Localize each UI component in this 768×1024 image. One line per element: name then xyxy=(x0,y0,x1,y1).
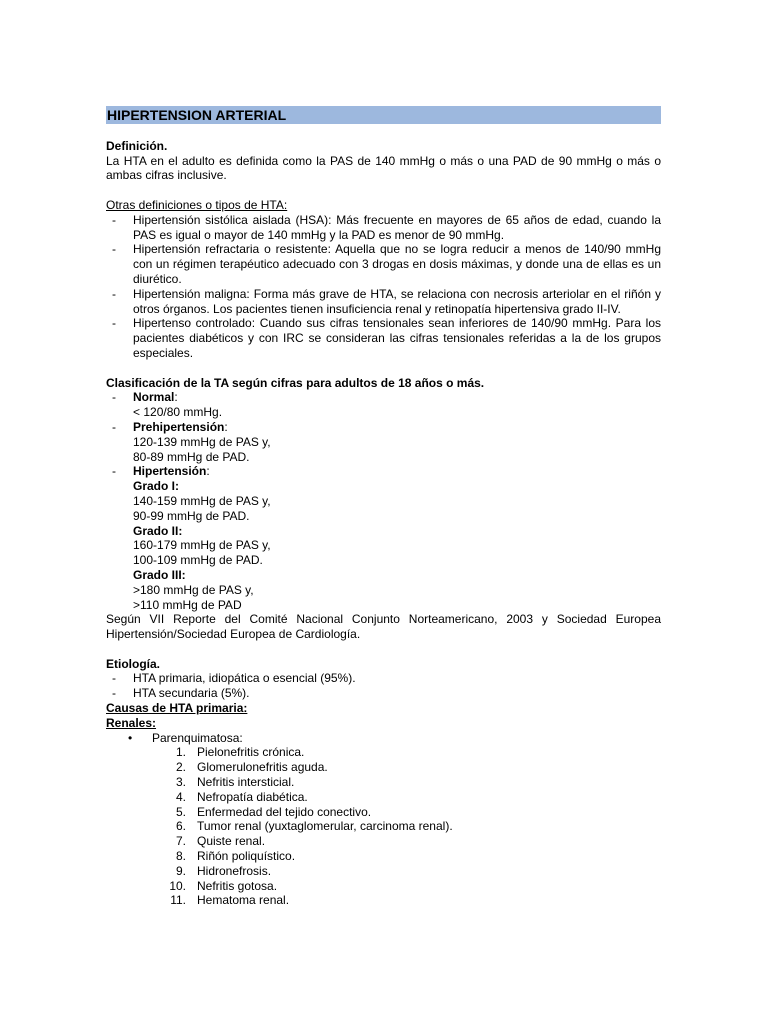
numbered-item: 10. Nefritis gotosa. xyxy=(106,879,661,894)
grado-1-label: Grado I: xyxy=(133,479,180,494)
prehipertension-value: 120-139 mmHg de PAS y, xyxy=(133,434,271,449)
dash-marker: - xyxy=(112,286,116,301)
bullet-icon: • xyxy=(128,730,133,745)
numbered-item: 4. Nefropatía diabética. xyxy=(106,790,661,805)
dash-marker: - xyxy=(112,671,116,686)
prehipertension-value: 80-89 mmHg de PAD. xyxy=(133,449,250,464)
grado-3-label: Grado III: xyxy=(133,567,186,582)
clasif-prehipertension: - Prehipertensión: 120-139 mmHg de PAS y, 80-89 mmHg de PAD. xyxy=(106,420,661,464)
dash-marker: - xyxy=(112,242,116,257)
dash-marker: - xyxy=(112,419,116,434)
item-number: 9. xyxy=(175,863,186,878)
numbered-item: 11. Hematoma renal. xyxy=(106,893,661,908)
reporte-text: Según VII Reporte del Comité Nacional Conjunto Norteamericano, 2003 y Sociedad Europea Hipertensión/Sociedad Europea de Cardiología. xyxy=(106,612,661,642)
document-content xyxy=(106,106,661,908)
item-number: 1. xyxy=(175,745,186,760)
clasificacion-heading: Clasificación de la TA según cifras para adultos de 18 años o más. xyxy=(106,375,485,390)
otras-definiciones-heading: Otras definiciones o tipos de HTA: xyxy=(106,197,288,212)
hipertension-label: Hipertensión xyxy=(133,464,207,479)
numbered-item: 2. Glomerulonefritis aguda. xyxy=(106,760,661,775)
grado-2-label: Grado II: xyxy=(133,523,183,538)
item-number: 3. xyxy=(175,775,186,790)
item-number: 2. xyxy=(175,760,186,775)
dash-marker: - xyxy=(112,316,116,331)
dash-marker: - xyxy=(112,686,116,701)
numbered-item: 8. Riñón poliquístico. xyxy=(106,849,661,864)
numbered-item: 7. Quiste renal. xyxy=(106,834,661,849)
item-number: 5. xyxy=(175,804,186,819)
item-number: 4. xyxy=(175,789,186,804)
otras-item: - Hipertensión refractaria o resistente: Aquella que no se logra reducir a menos de 140/90 mmHg con un régimen terapéutico adecuado con 3 drogas en dosis máximas, y donde una de ellas es un diurético. xyxy=(112,242,661,286)
parenquimatosa-label: Parenquimatosa: xyxy=(152,730,243,745)
etiologia-item: - HTA secundaria (5%). xyxy=(112,686,250,701)
numbered-item: 3. Nefritis intersticial. xyxy=(106,775,661,790)
grado-2-value: 160-179 mmHg de PAS y, xyxy=(133,538,271,553)
numbered-item: 5. Enfermedad del tejido conectivo. xyxy=(106,805,661,820)
otras-item: - Hipertenso controlado: Cuando sus cifras tensionales sean inferiores de 140/90 mmHg. Para los pacientes diabéticos y con IRC se consideran las cifras tensionales referidas a la de los grupos especiales. xyxy=(112,316,661,360)
renales-heading: Renales: xyxy=(106,715,157,730)
otras-item: - Hipertensión maligna: Forma más grave de HTA, se relaciona con necrosis arteriolar en el riñón y otros órganos. Los pacientes tienen insuficiencia renal y retinopatía hipertensiva grado II-IV. xyxy=(112,286,661,316)
etiologia-item: - HTA primaria, idiopática o esencial (95%). xyxy=(112,671,356,686)
otras-item: - Hipertensión sistólica aislada (HSA): Más frecuente en mayores de 65 años de edad, cuando la PAS es igual o mayor de 140 mmHg y la PAD es menor de 90 mmHg. xyxy=(112,212,661,242)
causas-heading: Causas de HTA primaria: xyxy=(106,701,248,716)
definicion-text: La HTA en el adulto es definida como la PAS de 140 mmHg o más o una PAD de 90 mmHg o más o ambas cifras inclusive. xyxy=(106,153,661,183)
normal-label: Normal xyxy=(133,390,175,405)
parenquimatosa-item xyxy=(106,731,661,746)
grado-1-value: 90-99 mmHg de PAD. xyxy=(133,508,250,523)
dash-marker: - xyxy=(112,390,116,405)
numbered-item: 1. Pielonefritis crónica. xyxy=(106,745,661,760)
grado-3-value: >110 mmHg de PAD xyxy=(133,597,242,612)
prehipertension-label: Prehipertensión xyxy=(133,419,225,434)
item-number: 10. xyxy=(169,878,186,893)
clasif-normal: - Normal: < 120/80 mmHg. xyxy=(106,390,661,420)
page-title: HIPERTENSION ARTERIAL xyxy=(106,106,661,124)
clasif-hipertension: - Hipertensión: Grado I: 140-159 mmHg de PAS y, 90-99 mmHg de PAD. Grado II: 160-179 mmHg de PAS y, 100-109 mmHg de PAD. Grado III: >180 mmHg de PAS y, >110 mmHg de PAD xyxy=(106,464,661,612)
numbered-item: 6. Tumor renal (yuxtaglomerular, carcinoma renal). xyxy=(106,819,661,834)
item-number: 6. xyxy=(175,819,186,834)
dash-marker: - xyxy=(112,464,116,479)
item-number: 11. xyxy=(170,893,186,908)
item-number: 7. xyxy=(175,834,186,849)
grado-1-value: 140-159 mmHg de PAS y, xyxy=(133,493,271,508)
grado-3-value: >180 mmHg de PAS y, xyxy=(133,582,254,597)
normal-value: < 120/80 mmHg. xyxy=(133,405,223,420)
numbered-item: 9. Hidronefrosis. xyxy=(106,864,661,879)
etiologia-heading: Etiología. xyxy=(106,656,160,671)
definicion-heading: Definición. xyxy=(106,138,168,153)
grado-2-value: 100-109 mmHg de PAD. xyxy=(133,553,263,568)
dash-marker: - xyxy=(112,212,116,227)
item-number: 8. xyxy=(175,849,186,864)
